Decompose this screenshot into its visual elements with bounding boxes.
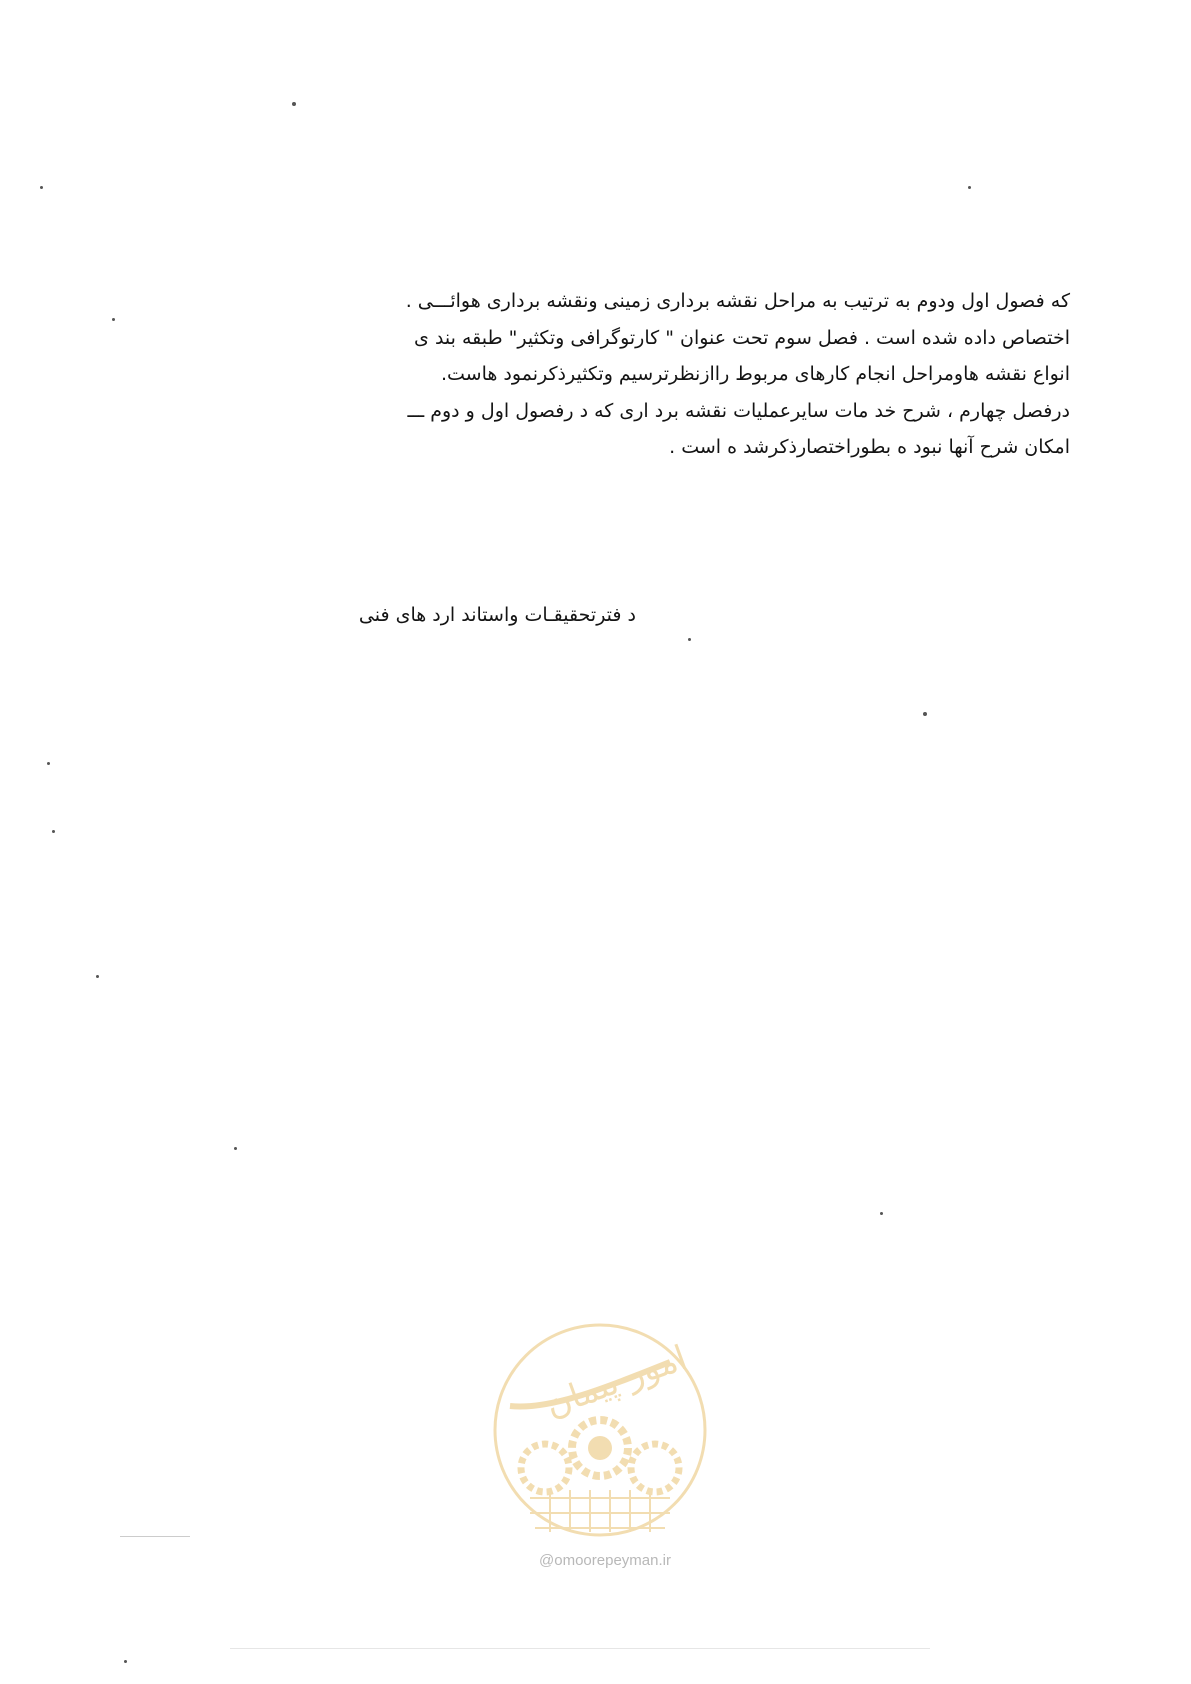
scan-speck <box>234 1147 237 1150</box>
scan-speck <box>880 1212 883 1215</box>
scan-speck <box>40 186 43 189</box>
scan-speck <box>52 830 55 833</box>
body-paragraph <box>215 292 1070 475</box>
scan-speck <box>923 712 927 716</box>
watermark-url: @omoorepeyman.ir <box>539 1552 671 1569</box>
paragraph-line: انواع نقشه هاومراحل انجام کارهای مربوط راازنظرترسیم وتکثیرذکرنمود هاست. <box>440 363 1070 385</box>
paragraph-line: اختصاص داده شده است . فصل سوم تحت عنوان " کارتوگرافی وتکثیر" طبقه بند ی <box>414 326 1070 349</box>
scan-speck <box>112 318 115 321</box>
scan-speck <box>96 975 99 978</box>
scan-mark <box>230 1648 930 1649</box>
scan-speck <box>688 638 691 641</box>
scan-mark <box>120 1536 190 1537</box>
scan-speck <box>47 762 50 765</box>
watermark-logo-icon <box>490 1320 710 1560</box>
paragraph-line: امکان شرح آنها نبود ه بطوراختصارذکرشد ه است . <box>669 436 1070 458</box>
watermark-logo-text: امور پیمان <box>540 1337 693 1426</box>
scan-speck <box>292 102 296 106</box>
paragraph-line: درفصل چهارم ، شرح خد مات سایرعملیات نقشه برد اری که د رفصول اول و دوم ـــ <box>407 399 1070 422</box>
scan-speck <box>968 186 971 189</box>
paragraph-line: که فصول اول ودوم به ترتیب به مراحل نقشه برداری زمینی ونقشه برداری هوائـــی . <box>405 290 1070 312</box>
scan-speck <box>124 1660 127 1663</box>
signature-office: د فترتحقیقـات واستاند ارد های فنی <box>358 604 636 626</box>
